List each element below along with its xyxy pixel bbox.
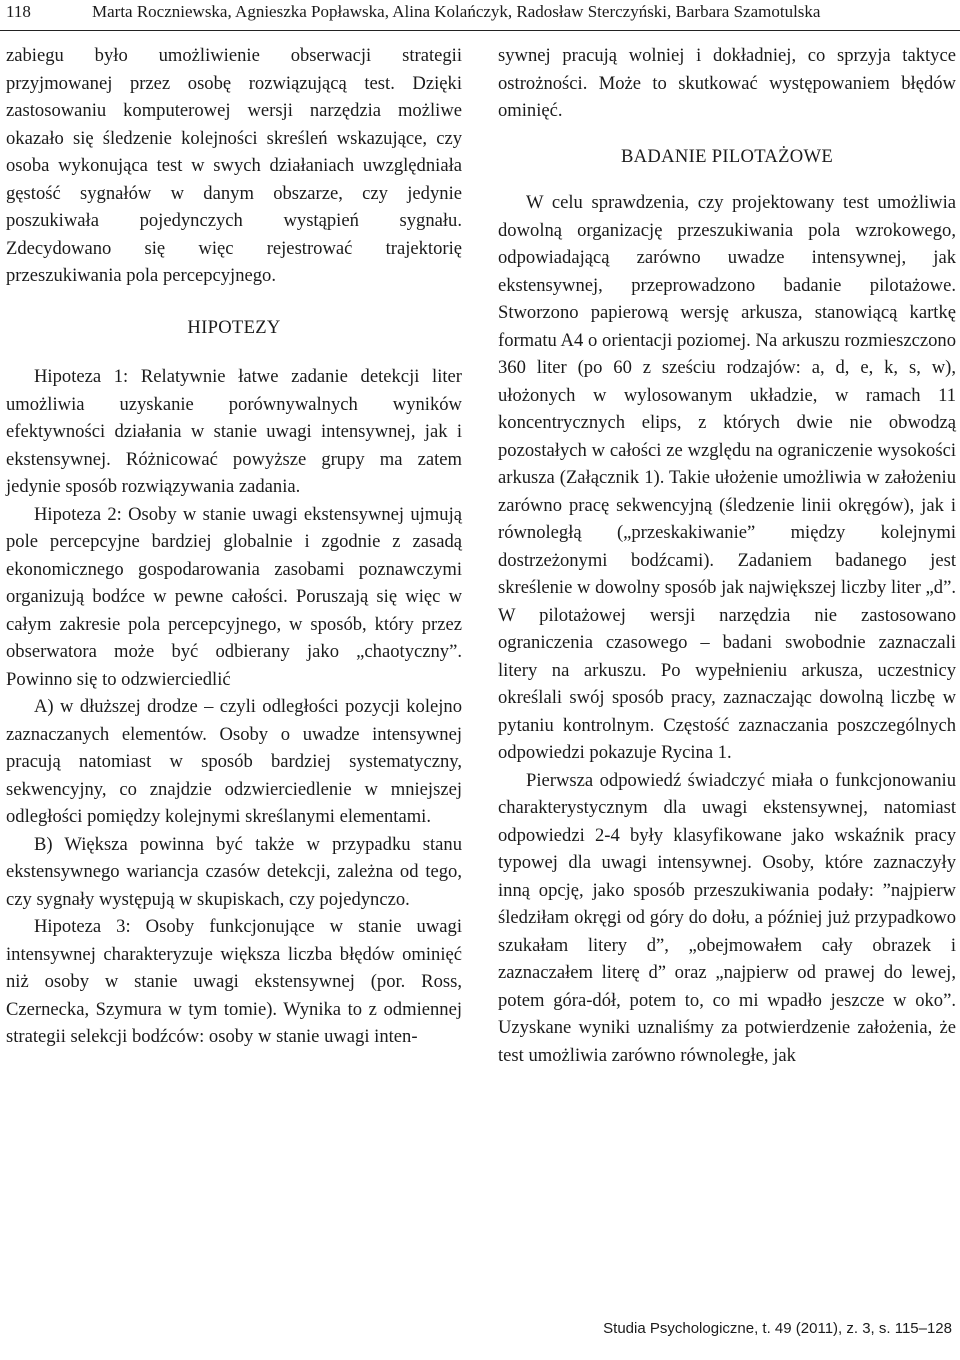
left-column <box>6 42 462 1051</box>
paragraph: sywnej pracują wolniej i dokładniej, co sprzyja taktyce ostrożności. Może to skutkować występowaniem błędów ominięć. <box>498 45 956 121</box>
paragraph-hypothesis-1: Hipoteza 1: Relatywnie łatwe zadanie detekcji liter umożliwia uzyskanie porównywalnych wyników efektywności działania w stanie uwagi intensywnej, jak i ekstensywnej. Różnicować powyższe grupy ma zatem jedynie sposób rozwiązywania zadania. <box>6 366 462 497</box>
paragraph-hypothesis-2b: B) Większa powinna być także w przypadku stanu ekstensywnego wariancja czasów detekcji, zależna od tego, czy sygnały występują w skupiskach, czy pojedynczo. <box>6 833 462 910</box>
paragraph: zabiegu było umożliwienie obserwacji strategii przyjmowanej przez osobę rozwiązującą test. Dzięki zastosowaniu komputerowej wersji narzędzia możliwe okazało się śledzenie kolejności skreśleń wskazujące, czy osoba wykonująca test w swych działaniach uwzględniała gęstość sygnałów w danym obszarze, czy jedynie poszukiwała pojedynczych wystąpień sygnału. Zdecydowano się więc rejestrować trajektorię przeszukiwania pola percepcyjnego. <box>6 45 462 286</box>
paragraph-pilot-study: W celu sprawdzenia, czy projektowany test umożliwia dowolną organizację przeszukiwania pola wzrokowego, odpowiadającą zarówno uwadze intensywnej, jak ekstensywnej, przeprowadzono badanie pilotażowe. Stworzono papierową wersję arkusza, stanowiącą kartkę formatu A4 o orientacji poziomej. Na arkuszu rozmieszczono 360 liter (po 60 z sześciu rodzajów: a, d, e, k, s, w), ułożonych w wylosowanym układzie, w ramach 11 koncentrycznych elips, z których dwie nie obwodzą pozostałych w całości ze względu na ograniczenie wysokości arkusza (Załącznik 1). Takie ułożenie umożliwia w założeniu zarówno pracę sekwencyjną (śledzenie linii okręgów), jak i równoległą („przeskakiwanie” między kolejnymi dostrzeżonymi bodźcami). Zadaniem badanego jest skreślenie w dowolny sposób jak największej liczby liter „d”. W pilotażowej wersji narzędzia nie zastosowano ograniczenia czasowego – badani swobodnie zaznaczali litery na arkuszu. Po wypełnieniu arkusza, uczestnicy określali swój sposób pracy, zaznaczając dowolną liczbę w pytaniu kontrolnym. Częstość zaznaczania poszczególnych odpowiedzi pokazuje Rycina 1. <box>498 192 957 763</box>
journal-footer: Studia Psychologiczne, t. 49 (2011), z. 3, s. 115–128 <box>603 1320 952 1337</box>
right-column <box>498 42 956 1069</box>
paragraph-hypothesis-3: Hipoteza 3: Osoby funkcjonujące w stanie uwagi intensywnej charakteryzuje większa liczba błędów ominięć niż osoby w stanie uwagi ekstensywnej (por. Ross, Czernecka, Szymura w tym tomie). Wynika to z odmiennej strategii selekcji bodźców: osoby w stanie uwagi inten- <box>6 916 462 1047</box>
running-head-authors: Marta Roczniewska, Agnieszka Popławska, Alina Kolańczyk, Radosław Sterczyński, Barbara Szamotulska <box>92 2 821 21</box>
paragraph-hypothesis-2a: A) w dłuższej drodze – czyli odległości pozycji kolejno zaznaczanych elementów. Osoby o uwadze intensywnej pracują natomiast w sposób bardziej systematyczny, sekwencyjny, co znajdzie odzwierciedlenie w mniejszej odległości pomiędzy kolejnymi skreślanymi elementami. <box>6 696 462 827</box>
page-number: 118 <box>6 2 31 21</box>
paragraph-results: Pierwsza odpowiedź świadczyć miała o funkcjonowaniu charakterystycznym dla uwagi ekstensywnej, natomiast odpowiedzi 2-4 były klasyfikowane jako wskaźnik pracy typowej dla uwagi intensywnej. Osoby, które zaznaczyły inną opcję, jako sposób przeszukiwania podały: ”najpierw śledziłam okręgi od góry do dołu, a później już przypadkowo szukałam litery d”, „obejmowałem cały obrazek i zaznaczałem literę d” oraz „najpierw od prawej do lewej, potem góra-dół, potem to, co mi wpadło jeszcze w oko”. Uzyskane wyniki uznaliśmy za potwierdzenie założenia, że test umożliwia zarówno równoległe, jak <box>498 769 956 1066</box>
paragraph-hypothesis-2: Hipoteza 2: Osoby w stanie uwagi ekstensywnej ujmują pole percepcyjne bardziej globalnie i zgodnie z zasadą ekonomicznego gospodarowania zasobami poznawczymi organizują bodźce w pewne całości. Poruszają się więc w całym zakresie pola percepcyjnego, w sposób, który przez obserwatora może być odbierany jako „chaotyczny”. Powinno się to odzwierciedlić <box>6 503 462 690</box>
section-heading-hipotezy: HIPOTEZY <box>187 316 281 338</box>
section-heading-badanie-pilotazowe: BADANIE PILOTAŻOWE <box>620 145 834 167</box>
running-header <box>0 0 960 31</box>
